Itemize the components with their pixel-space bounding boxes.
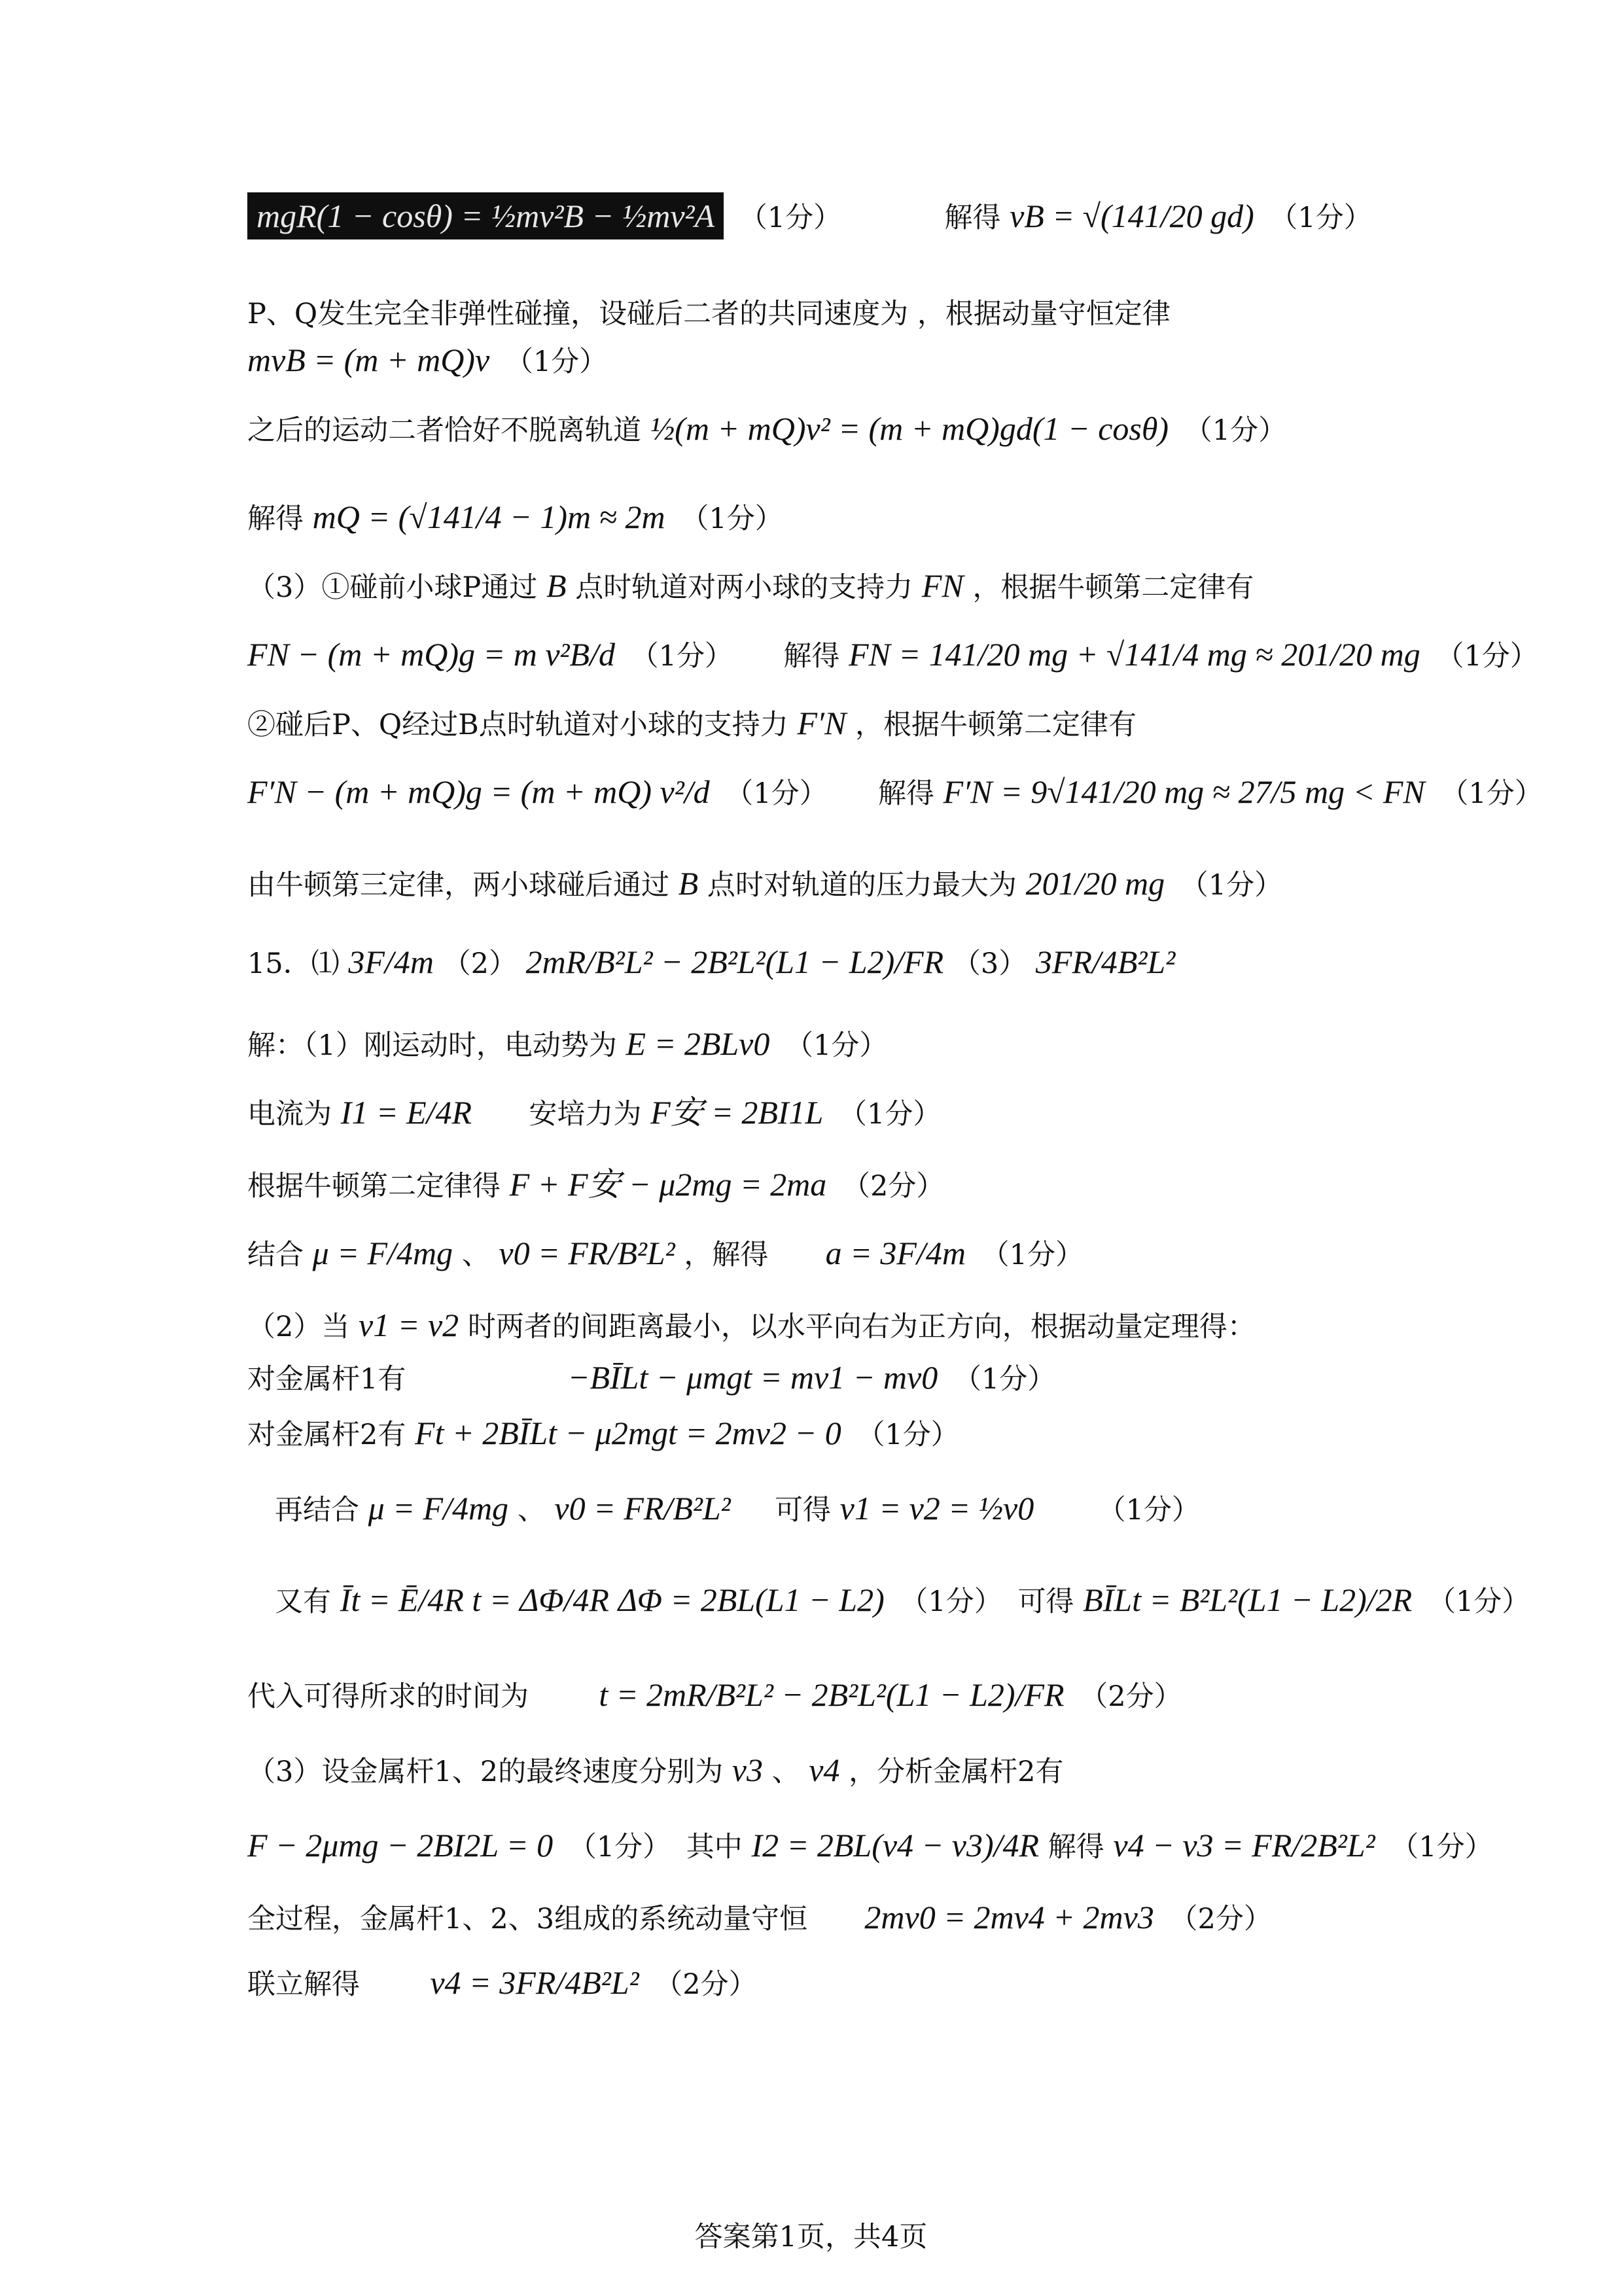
formula: I2 = 2BL(v4 − v3)/4R <box>751 1827 1040 1863</box>
third-law-line <box>247 864 1289 905</box>
part2-intro-line <box>247 1305 1256 1347</box>
score-mark: （1分） <box>1436 640 1538 673</box>
final-answer-line <box>247 1963 764 2004</box>
text: 全过程，金属杆1、2、3组成的系统动量守恒 <box>247 1903 808 1935</box>
text: 再结合 <box>275 1494 359 1527</box>
text: 对金属杆2有 <box>247 1419 406 1451</box>
text: 之后的运动二者恰好不脱离轨道 <box>247 414 641 447</box>
score-mark: （2分） <box>1080 1680 1182 1713</box>
text: 时两者的间距离最小，以水平向右为正方向，根据动量定理得： <box>467 1311 1256 1343</box>
formula: FN − (m + mQ)g = m v²B/d <box>247 636 615 673</box>
score-mark: （2分） <box>654 1968 757 2001</box>
text: 解：（1）刚运动时，电动势为 <box>247 1029 617 1062</box>
formula: F − 2μmg − 2BI2L = 0 <box>247 1827 554 1863</box>
var: FN <box>921 567 964 604</box>
text: ，分析金属杆2有 <box>849 1756 1064 1788</box>
text: 电流为 <box>247 1098 332 1131</box>
formula: v4 = 3FR/4B²L² <box>430 1964 639 2001</box>
text: （3） <box>952 947 1027 980</box>
formula: Ft + 2BĪLt − μ2mgt = 2mv2 − 0 <box>415 1415 841 1451</box>
score-mark: （1分） <box>900 1585 1002 1618</box>
score-mark: （1分） <box>1440 777 1543 810</box>
text: 解得 <box>247 503 304 535</box>
text: （3）设金属杆1、2的最终速度分别为 <box>247 1756 724 1788</box>
momentum-line <box>247 340 614 381</box>
formula: −BĪLt − μmgt = mv1 − mv0 <box>567 1359 938 1396</box>
current-line <box>247 1093 947 1134</box>
answer-1: 3F/4m <box>348 944 434 980</box>
text: 、 <box>517 1494 546 1527</box>
formula: 201/20 mg <box>1025 865 1165 902</box>
text: ，根据牛顿第二定律有 <box>972 571 1254 604</box>
formula: Īt = Ē/4R t = ΔΦ/4R <box>340 1581 609 1618</box>
text: 点时轨道对两小球的支持力 <box>575 571 913 604</box>
score-mark: （1分） <box>981 1239 1084 1271</box>
score-mark: （1分） <box>504 345 608 378</box>
text: 、 <box>461 1239 490 1271</box>
score-mark: （1分） <box>680 503 783 535</box>
formula: v1 = v2 = ½v0 <box>839 1490 1034 1527</box>
page-footer: 答案第1页，共4页 <box>694 2221 928 2253</box>
text: 可得 <box>775 1494 831 1527</box>
score-mark: （2分） <box>841 1170 945 1203</box>
emf-line <box>247 1024 894 1065</box>
text: 、 <box>771 1756 800 1788</box>
final-velocity-line <box>247 1826 1500 1867</box>
score-mark: （1分） <box>785 1029 888 1062</box>
formula: μ = F/4mg <box>368 1490 509 1527</box>
no-detach-line <box>247 409 1293 450</box>
text: ，根据牛顿第二定律有 <box>855 709 1137 741</box>
formula: I1 = E/4R <box>340 1094 472 1131</box>
formula: t = 2mR/B²L² − 2B²L²(L1 − L2)/FR <box>599 1676 1065 1713</box>
newton-line <box>247 1165 951 1206</box>
recombine-line <box>275 1489 1207 1530</box>
q15-answers-line <box>247 942 1175 983</box>
part3-after-line <box>247 703 1137 745</box>
score-mark: （1分） <box>953 1363 1056 1396</box>
score-mark: （1分） <box>1427 1585 1530 1618</box>
rod2-line <box>247 1413 966 1455</box>
score-mark: （1分） <box>568 1831 671 1863</box>
combine-line <box>247 1233 1090 1275</box>
formula: F + F安 − μ2mg = 2ma <box>509 1166 827 1203</box>
answer-2: 2mR/B²L² − 2B²L²(L1 − L2)/FR <box>525 944 944 980</box>
eq-energy-line <box>247 196 1379 238</box>
formula: F′N − (m + mQ)g = (m + mQ) v²/d <box>247 773 710 810</box>
conservation-line <box>247 1898 1278 1939</box>
text: （3）①碰前小球P通过 <box>247 571 538 604</box>
score-mark: （1分） <box>1390 1831 1493 1863</box>
score-mark: （1分） <box>1184 414 1287 447</box>
score-mark: （1分） <box>1097 1494 1200 1527</box>
text: 解得 <box>944 202 1001 234</box>
text: 解得 <box>1048 1831 1104 1863</box>
formula: ΔΦ = 2BL(L1 − L2) <box>618 1581 885 1618</box>
text: （2）当 <box>247 1311 350 1343</box>
score-mark: （1分） <box>630 640 733 673</box>
answer-3: 3FR/4B²L² <box>1035 944 1176 980</box>
text: 其中 <box>686 1831 743 1863</box>
solve-mq-line <box>247 497 790 539</box>
score-mark: （1分） <box>1180 869 1283 902</box>
text: 又有 <box>275 1585 331 1618</box>
text: 代入可得所求的时间为 <box>247 1680 529 1713</box>
formula: F′N = 9√141/20 mg ≈ 27/5 mg < FN <box>943 773 1425 810</box>
text: 结合 <box>247 1239 304 1271</box>
formula: a = 3F/4m <box>825 1235 966 1271</box>
flux-line <box>275 1580 1536 1621</box>
score-mark: （1分） <box>839 1098 942 1131</box>
var: v4 <box>809 1752 840 1788</box>
formula: mvB = (m + mQ)v <box>247 342 490 378</box>
text: P、Q发生完全非弹性碰撞，设碰后二者的共同速度为 ，根据动量守恒定律 <box>247 298 1171 330</box>
formula-vb: vB = √(141/20 gd) <box>1010 198 1254 234</box>
var: F′N <box>797 705 847 741</box>
var: B <box>678 865 699 902</box>
text: ，解得 <box>684 1239 769 1271</box>
rod1-line <box>247 1358 1062 1399</box>
part3-intro-line <box>247 566 1254 607</box>
text: 可得 <box>1017 1585 1074 1618</box>
formula: v1 = v2 <box>359 1307 459 1343</box>
formula: μ = F/4mg <box>312 1235 453 1271</box>
fn-after-line <box>247 772 1549 813</box>
var: v3 <box>732 1752 763 1788</box>
score-mark: （1分） <box>725 777 828 810</box>
score-mark: （1分） <box>856 1419 959 1451</box>
part3b-intro-line <box>247 1750 1064 1792</box>
score-mark: （1分） <box>739 202 842 234</box>
collision-text-line <box>247 294 1171 334</box>
formula: mQ = (√141/4 − 1)m ≈ 2m <box>312 499 665 535</box>
energy-equation-highlighted: mgR(1 − cosθ) = ½mv²B − ½mv²A <box>247 192 724 239</box>
text: （2） <box>442 947 517 980</box>
text: 对金属杆1有 <box>247 1363 406 1396</box>
formula: F安 = 2BI1L <box>650 1094 824 1131</box>
formula: v0 = FR/B²L² <box>554 1490 731 1527</box>
formula: v0 = FR/B²L² <box>499 1235 675 1271</box>
score-mark: （2分） <box>1169 1903 1272 1935</box>
formula: BĪLt = B²L²(L1 − L2)/2R <box>1083 1581 1413 1618</box>
text: ②碰后P、Q经过B点时轨道对小球的支持力 <box>247 709 788 741</box>
text: 根据牛顿第二定律得 <box>247 1170 501 1203</box>
formula: FN = 141/20 mg + √141/4 mg ≈ 201/20 mg <box>849 636 1420 673</box>
formula: 2mv0 = 2mv4 + 2mv3 <box>864 1899 1154 1935</box>
fn-before-line <box>247 635 1545 676</box>
time-result-line <box>247 1675 1189 1716</box>
text: 由牛顿第三定律，两小球碰后通过 <box>247 869 669 902</box>
formula: v4 − v3 = FR/2B²L² <box>1113 1827 1375 1863</box>
text: 联立解得 <box>247 1968 360 2001</box>
formula: ½(m + mQ)v² = (m + mQ)gd(1 − cosθ) <box>650 410 1169 447</box>
text: 解得 <box>878 777 934 810</box>
var: B <box>546 567 567 604</box>
text: 安培力为 <box>529 1098 642 1131</box>
question-number: 15．⑴ <box>247 947 340 980</box>
text: 点时对轨道的压力最大为 <box>707 869 1017 902</box>
text: 解得 <box>783 640 840 673</box>
formula: E = 2BLv0 <box>626 1025 770 1062</box>
score-mark: （1分） <box>1269 202 1372 234</box>
